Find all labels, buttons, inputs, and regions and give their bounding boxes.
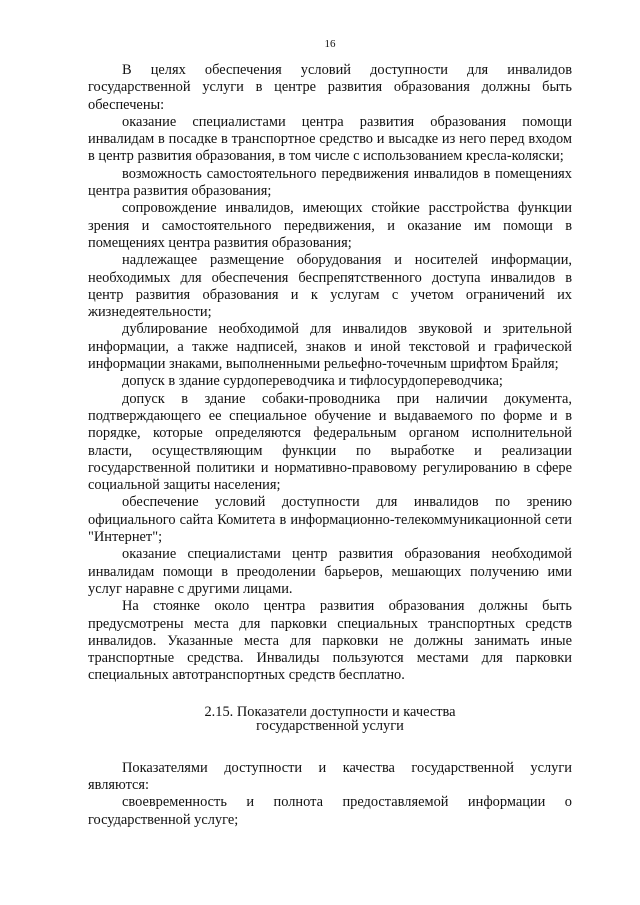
paragraph: В целях обеспечения условий доступности для инвалидов государственной услуги в центре развития образования должны быть обеспечены: <box>88 62 572 113</box>
paragraph: возможность самостоятельного передвижения инвалидов в помещениях центра развития образования; <box>88 165 572 200</box>
paragraph: допуск в здание собаки-проводника при наличии документа, подтверждающего ее специальное обучение и выдаваемого по форме и в порядке, которые определяются федеральным органом исполнительной власти, осуществляющим функции по выработке и реализации государственной политики и нормативно-правовому регулированию в сфере социальной защиты населения; <box>88 390 572 494</box>
section-heading <box>88 705 572 734</box>
paragraph: допуск в здание сурдопереводчика и тифлосурдопереводчика; <box>122 373 503 390</box>
paragraph: обеспечение условий доступности для инвалидов по зрению официального сайта Комитета в информационно-телекоммуникационной сети "Интернет"; <box>88 494 572 546</box>
section-heading-line: государственной услуги <box>256 718 404 735</box>
paragraph: оказание специалистами центр развития образования необходимой инвалидам помощи в преодолении барьеров, мешающих получению ими услуг наравне с другими лицами. <box>88 546 572 597</box>
page-number: 16 <box>324 38 336 50</box>
paragraph: своевременность и полнота предоставляемой информации о государственной услуге; <box>88 794 572 828</box>
paragraph: Показателями доступности и качества государственной услуги являются: <box>88 759 572 793</box>
paragraph: дублирование необходимой для инвалидов звуковой и зрительной информации, а также надписей, знаков и иной текстовой и графической информации знаками, выполненными рельефно-точечным шрифтом Брайля; <box>88 321 572 373</box>
paragraph: На стоянке около центра развития образования должны быть предусмотрены места для парковки специальных транспортных средств инвалидов. Указанные места для парковки не должны занимать иные транспортные средства. Инвалиды пользуются местами для парковки специальных автотранспортных средств бесплатно. <box>88 598 572 684</box>
paragraph: сопровождение инвалидов, имеющих стойкие расстройства функции зрения и самостоятельного передвижения, и оказание им помощи в помещениях центра развития образования; <box>88 200 572 251</box>
section-heading-line: 2.15. Показатели доступности и качества <box>204 703 456 720</box>
paragraph: надлежащее размещение оборудования и носителей информации, необходимых для обеспечения беспрепятственного доступа инвалидов в центр развития образования и к услугам с учетом ограничений их жизнедеятельности; <box>88 252 572 321</box>
paragraph: оказание специалистами центра развития образования помощи инвалидам в посадке в транспортное средство и высадке из него перед входом в центр развития образования, в том числе с использованием кресла-коляски; <box>88 113 572 165</box>
